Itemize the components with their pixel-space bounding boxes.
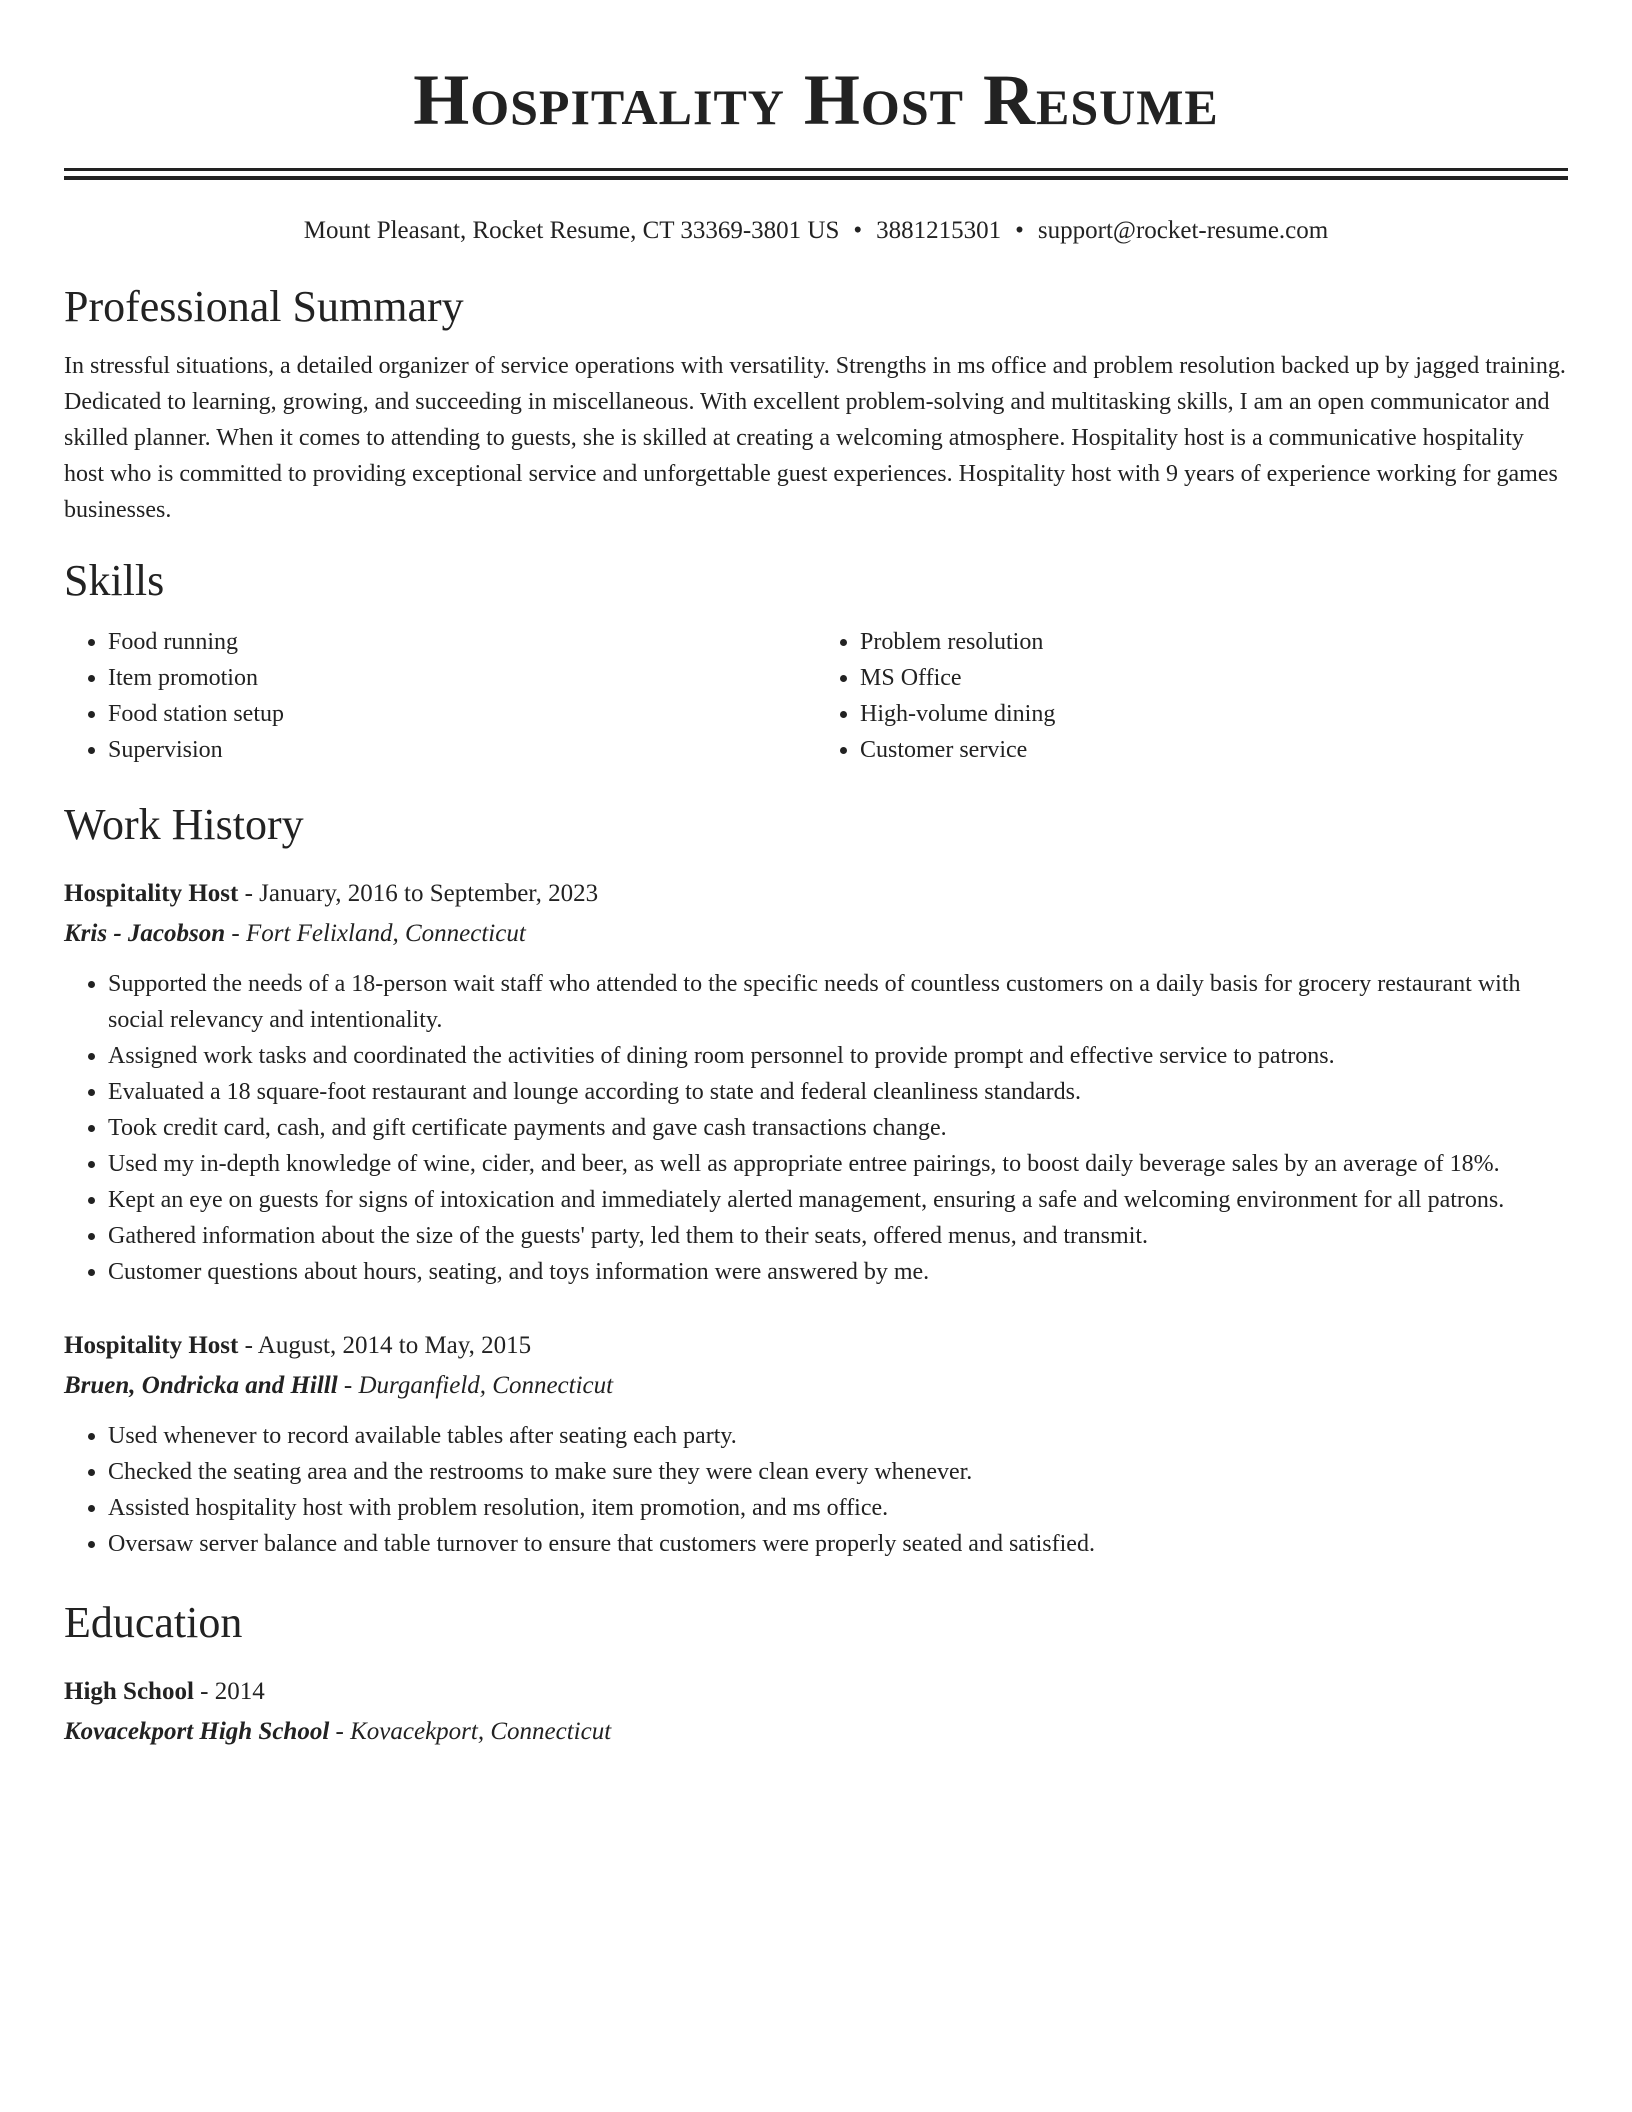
job-duty: • Checked the seating area and the restrooms to make sure they were clean every whenever. [108,1454,1568,1490]
job-duty: • Assigned work tasks and coordinated the activities of dining room personnel to provide prompt and effective service to patrons. [108,1038,1568,1074]
education-location: - Kovacekport, Connecticut [329,1718,612,1745]
job-title-line [64,1326,1568,1366]
education-degree: High School [64,1678,194,1705]
job-duty: • Customer questions about hours, seating, and toys information were answered by me. [108,1254,1568,1290]
skill-item: • Food running [108,624,816,660]
summary-heading: Professional Summary [64,282,464,331]
job-location: - Durganfield, Connecticut [337,1372,614,1399]
skill-item: • Customer service [860,732,1568,768]
skills-column-left [64,624,816,768]
job-company-line [64,1366,1568,1406]
contact-line [64,214,1568,248]
education-entry [64,1672,1568,1752]
summary-text: In stressful situations, a detailed organizer of service operations with versatility. Strengths in ms office and problem resolution backed up by jagged training. Dedicated to learning, growing, and succeeding in miscellaneous. With excellent problem-solving and multitasking skills, I am an open communicator and skilled planner. When it comes to attending to guests, she is skilled at creating a welcoming atmosphere. Hospitality host is a communicative hospitality host who is committed to providing exceptional service and unforgettable guest experiences. Hospitality host with 9 years of experience working for games businesses. [64,353,1566,523]
skills-column-right [816,624,1568,768]
job-dates: - January, 2016 to September, 2023 [238,880,599,907]
job-title: Hospitality Host [64,1332,239,1359]
job-dates: - August, 2014 to May, 2015 [238,1332,532,1359]
contact-phone: 3881215301 [876,217,1002,244]
job-duties [64,1418,1568,1562]
contact-separator: • [853,217,863,244]
education-year: - 2014 [193,1678,265,1705]
education-school-line [64,1712,1568,1752]
job-company: Bruen, Ondricka and Hilll [64,1372,338,1399]
job-company-line [64,914,1568,954]
skill-item: • Supervision [108,732,816,768]
job-location: - Fort Felixland, Connecticut [225,920,526,947]
work-history-heading: Work History [64,800,304,849]
job-duty: • Used my in-depth knowledge of wine, cider, and beer, as well as appropriate entree pairings, to boost daily beverage sales by an average of 18%. [108,1146,1568,1182]
skill-item: • Problem resolution [860,624,1568,660]
title-double-rule [64,168,1568,180]
job-duty: • Gathered information about the size of the guests' party, led them to their seats, offered menus, and transmit. [108,1218,1568,1254]
job-company: Kris - Jacobson [64,920,226,947]
job-title-line [64,874,1568,914]
job-duty: • Took credit card, cash, and gift certificate payments and gave cash transactions change. [108,1110,1568,1146]
skills-heading: Skills [64,556,165,605]
education-heading: Education [64,1598,243,1647]
skills-list [64,624,1568,768]
job-duty: • Kept an eye on guests for signs of intoxication and immediately alerted management, ensuring a safe and welcoming environment for all patrons. [108,1182,1568,1218]
job-entry [64,874,1568,1290]
education-degree-line [64,1672,1568,1712]
job-entry [64,1326,1568,1562]
contact-address: Mount Pleasant, Rocket Resume, CT 33369-3801 US [303,217,840,244]
job-duty: • Used whenever to record available tables after seating each party. [108,1418,1568,1454]
education-school: Kovacekport High School [64,1718,330,1745]
job-duty: • Evaluated a 18 square-foot restaurant and lounge according to state and federal cleanliness standards. [108,1074,1568,1110]
job-duties [64,966,1568,1290]
skill-item: • MS Office [860,660,1568,696]
job-duty: • Oversaw server balance and table turnover to ensure that customers were properly seated and satisfied. [108,1526,1568,1562]
resume-title: Hospitality Host Resume [413,60,1219,140]
contact-email: support@rocket-resume.com [1037,217,1329,244]
skill-item: • Food station setup [108,696,816,732]
job-duty: • Supported the needs of a 18-person wait staff who attended to the specific needs of countless customers on a daily basis for grocery restaurant with social relevancy and intentionality. [108,966,1568,1038]
skill-item: • High-volume dining [860,696,1568,732]
job-duty: • Assisted hospitality host with problem resolution, item promotion, and ms office. [108,1490,1568,1526]
skill-item: • Item promotion [108,660,816,696]
job-title: Hospitality Host [64,880,239,907]
contact-separator: • [1015,217,1024,244]
